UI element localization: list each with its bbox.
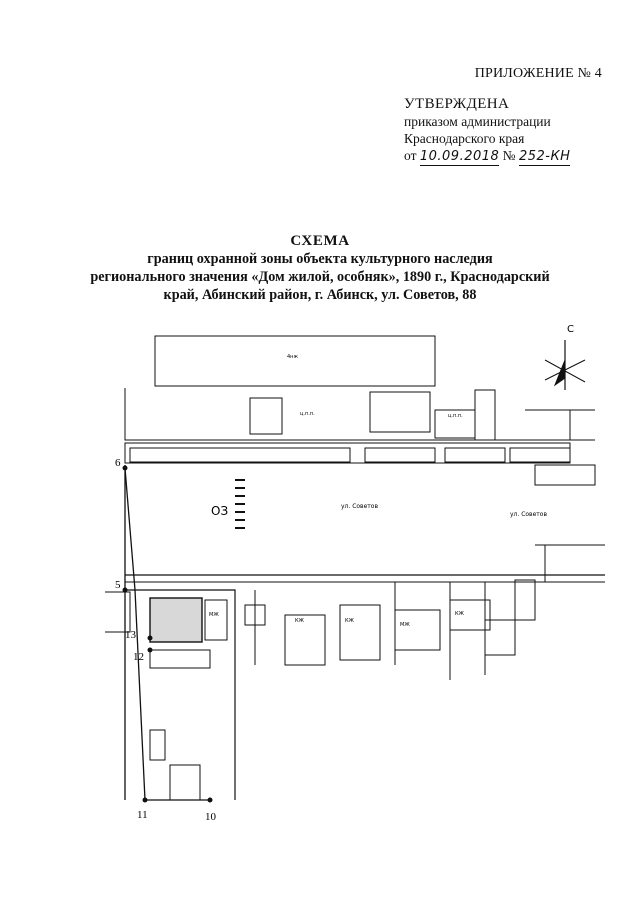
compass-north-label: С xyxy=(567,324,574,335)
building-tag: ц.п.п. xyxy=(448,413,463,419)
point-label-11: 11 xyxy=(137,809,148,821)
map-north-block xyxy=(125,388,595,440)
point-label-10: 10 xyxy=(205,811,216,823)
point-label-6: 6 xyxy=(115,457,121,469)
number-value: 252-КН xyxy=(518,149,571,164)
date-value: 10.09.2018 xyxy=(419,149,500,164)
street-label-2: ул. Советов xyxy=(510,511,547,518)
street-label-1: ул. Советов xyxy=(341,503,378,510)
approved-region: Краснодарского края xyxy=(404,131,525,146)
approval-block xyxy=(404,96,570,166)
building-tag: МЖ xyxy=(400,622,410,628)
document-title xyxy=(0,232,640,304)
map-building xyxy=(250,398,282,434)
title-line-1: СХЕМА xyxy=(290,233,350,249)
title-line-3: регионального значения «Дом жилой, особняк», 1890 г., Краснодарский xyxy=(90,269,550,285)
number-prefix: № xyxy=(502,148,516,163)
title-line-2: границ охранной зоны объекта культурного наследия xyxy=(147,251,493,267)
approved-by-order: приказом администрации xyxy=(404,114,551,129)
building-tag: 4нж xyxy=(287,354,298,360)
map-building-top xyxy=(155,336,435,386)
date-prefix: от xyxy=(404,148,417,163)
point-label-5: 5 xyxy=(115,579,121,591)
appendix-label: ПРИЛОЖЕНИЕ № 4 xyxy=(474,66,602,81)
map-building xyxy=(475,390,495,440)
site-plan-map xyxy=(105,320,615,830)
building-tag: КЖ xyxy=(345,618,354,624)
building-tag: МЖ xyxy=(209,612,219,618)
heritage-object xyxy=(150,598,202,642)
map-building xyxy=(370,392,430,432)
point-label-13: 13 xyxy=(125,629,136,641)
approved-heading: УТВЕРЖДЕНА xyxy=(404,96,510,112)
point-label-12: 12 xyxy=(133,651,144,663)
building-tag: КЖ xyxy=(455,611,464,617)
building-tag: КЖ xyxy=(295,618,304,624)
approval-date-line xyxy=(404,147,570,166)
building-tag: ц.п.п. xyxy=(300,411,315,417)
zone-label: ОЗ xyxy=(211,504,229,518)
title-line-4: край, Абинский район, г. Абинск, ул. Советов, 88 xyxy=(163,287,477,303)
